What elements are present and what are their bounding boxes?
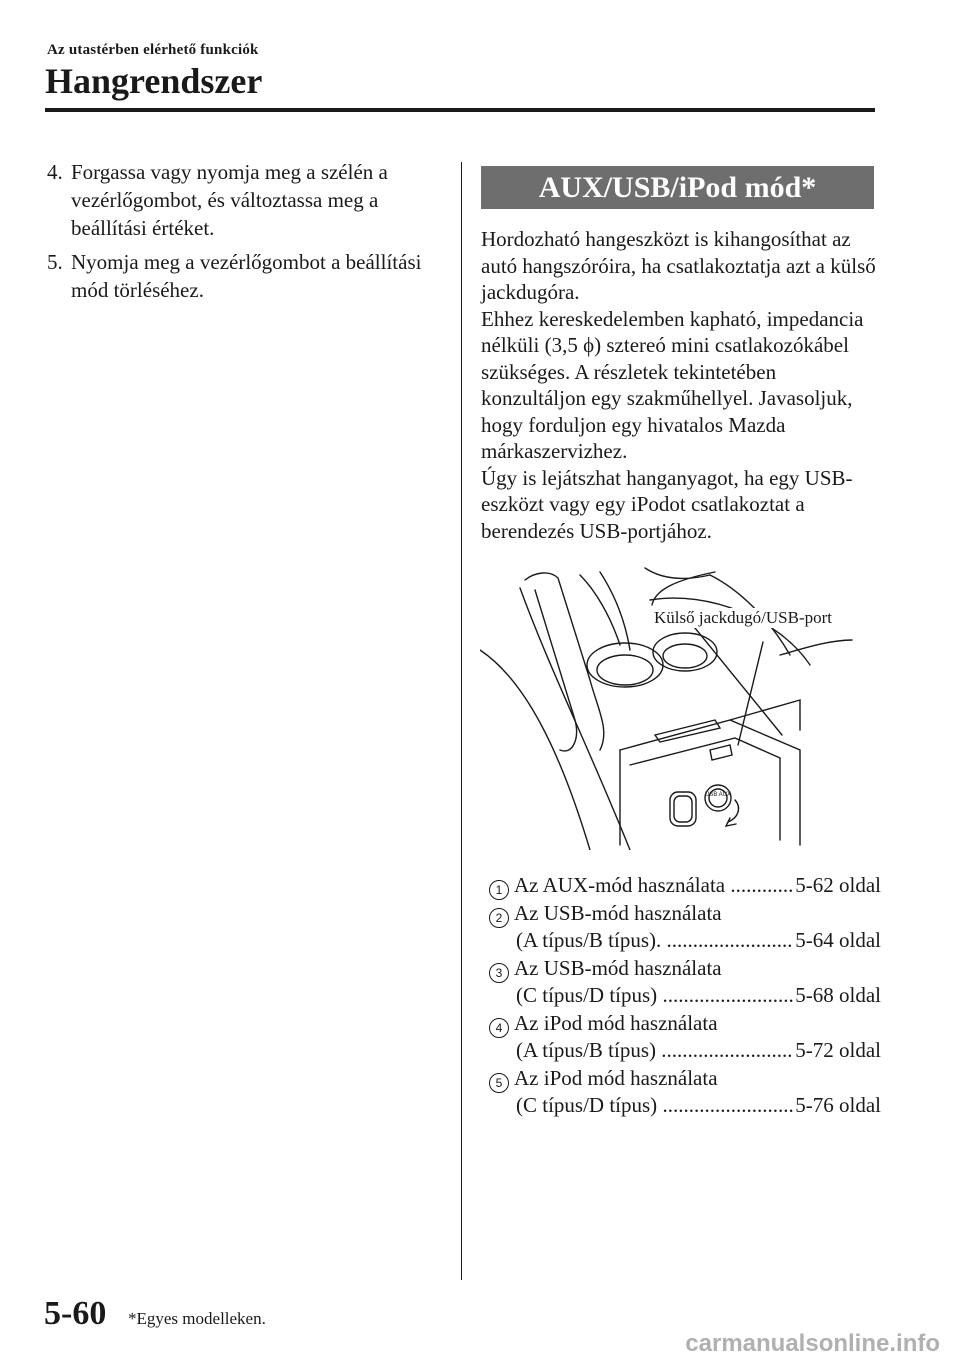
- reference-subtitle: (A típus/B típus) .....: [516, 1037, 793, 1065]
- section-label: Az utastérben elérhető funkciók: [47, 42, 259, 58]
- step-item: [47, 158, 447, 242]
- reference-number: 4: [489, 1018, 509, 1038]
- reference-item-continued: [489, 1092, 881, 1120]
- reference-item[interactable]: [489, 1065, 881, 1093]
- footnote: *Egyes modelleken.: [128, 1309, 266, 1328]
- reference-subtitle: (C típus/D típus) .....: [516, 1092, 793, 1120]
- reference-title: Az iPod mód használata: [514, 1010, 718, 1035]
- step-number: 5.: [47, 250, 63, 274]
- steps-column: [47, 158, 447, 310]
- watermark: carmanualsonline.info: [685, 1330, 940, 1357]
- section-heading: AUX/USB/iPod mód*: [481, 166, 874, 209]
- reference-subtitle: (C típus/D típus) .....: [516, 982, 793, 1010]
- section-body: [481, 226, 881, 544]
- body-paragraph: Hordozható hangeszközt is kihangosíthat az autó hangszóróira, ha csatlakoztatja azt a külső jackdugóra.: [481, 227, 876, 304]
- reference-item[interactable]: [489, 1010, 881, 1038]
- reference-item[interactable]: [489, 955, 881, 983]
- console-illustration: [480, 560, 880, 850]
- title-rule: [45, 108, 875, 112]
- reference-title: Az USB-mód használata: [514, 955, 722, 980]
- reference-title: Az AUX-mód használata .....: [514, 872, 793, 900]
- reference-list: [489, 872, 881, 1120]
- reference-page: 5-68 oldal: [795, 983, 881, 1007]
- port-marking: USB AUX: [704, 792, 732, 798]
- reference-item-continued: [489, 927, 881, 955]
- column-divider: [461, 162, 462, 1280]
- reference-title: Az USB-mód használata: [514, 900, 722, 925]
- reference-title: Az iPod mód használata: [514, 1065, 718, 1090]
- step-text: Forgassa vagy nyomja meg a szélén a vezérlőgombot, és változtassa meg a beállítási értéket.: [71, 160, 388, 240]
- body-paragraph: Úgy is lejátszhat hanganyagot, ha egy USB-eszközt vagy egy iPodot csatlakoztat a berendezés USB-portjához.: [481, 465, 853, 543]
- page-title: Hangrendszer: [45, 61, 263, 101]
- reference-page: 5-76 oldal: [795, 1093, 881, 1117]
- reference-page: 5-64 oldal: [795, 928, 881, 952]
- step-text: Nyomja meg a vezérlőgombot a beállítási mód törléséhez.: [71, 250, 422, 302]
- reference-subtitle: (A típus/B típus). .....: [516, 927, 793, 955]
- reference-page: 5-72 oldal: [795, 1038, 881, 1062]
- step-number: 4.: [47, 160, 63, 184]
- reference-item[interactable]: [489, 872, 881, 900]
- reference-item-continued: [489, 982, 881, 1010]
- body-paragraph: Ehhez kereskedelemben kapható, impedancia nélküli (3,5 ϕ) sztereó mini csatlakozókábel szükséges. A részletek tekintetében konzultáljon egy szakműhellyel. Javasoljuk, hogy forduljon egy hivatalos Mazda márkaszervizhez.: [481, 306, 864, 463]
- reference-number: 5: [489, 1073, 509, 1093]
- page-number: 5-60: [44, 1295, 107, 1332]
- step-item: [47, 248, 447, 304]
- reference-number: 1: [489, 880, 509, 900]
- figure-label: Külső jackdugó/USB-port: [654, 608, 833, 627]
- reference-item[interactable]: [489, 900, 881, 928]
- reference-item-continued: [489, 1037, 881, 1065]
- reference-number: 3: [489, 963, 509, 983]
- reference-page: 5-62 oldal: [795, 873, 881, 897]
- reference-number: 2: [489, 908, 509, 928]
